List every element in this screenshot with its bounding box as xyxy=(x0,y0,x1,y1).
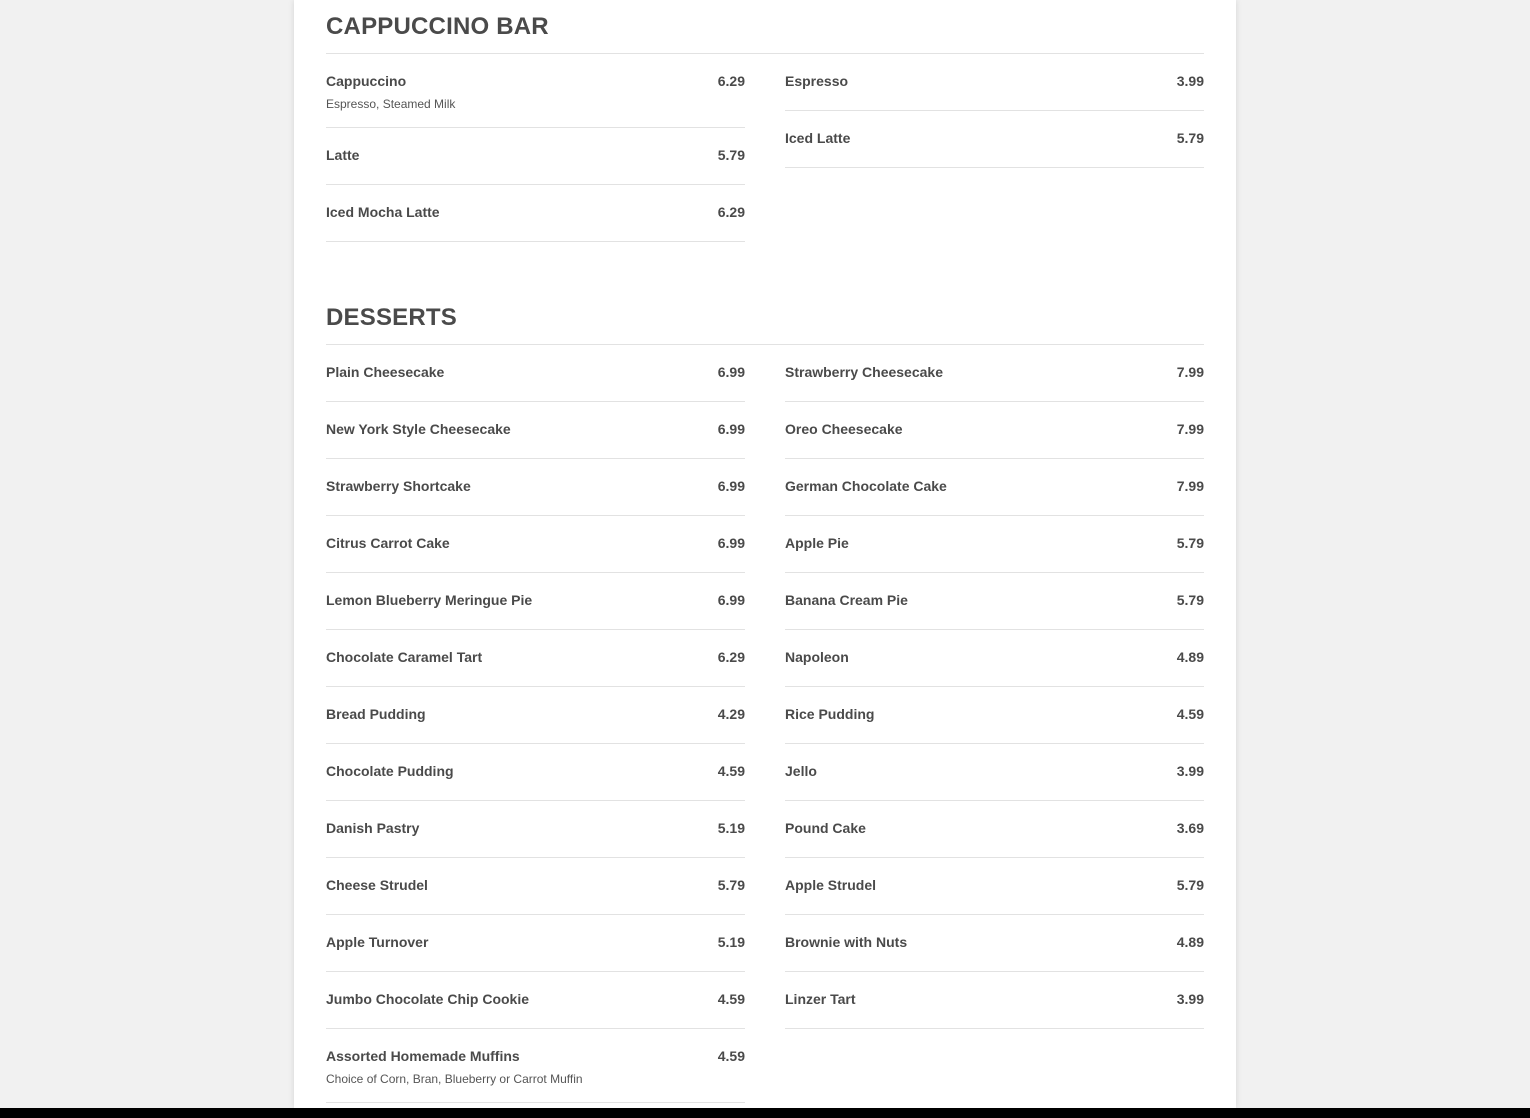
menu-item-row xyxy=(326,535,745,551)
menu-item-name: Danish Pastry xyxy=(326,820,420,836)
menu-item xyxy=(785,459,1204,516)
menu-item-row xyxy=(785,991,1204,1007)
menu-item-name: Oreo Cheesecake xyxy=(785,421,903,437)
menu-item-row xyxy=(785,364,1204,380)
menu-item-row xyxy=(326,820,745,836)
menu-item-description: Choice of Corn, Bran, Blueberry or Carrot Muffin xyxy=(326,1072,583,1086)
menu-column-left xyxy=(326,54,745,242)
menu-item-row xyxy=(326,478,745,494)
menu-item-row xyxy=(326,991,745,1007)
menu-item-price: 5.79 xyxy=(717,147,745,163)
section-cappuccino-bar xyxy=(326,0,1204,242)
menu-item xyxy=(326,630,745,687)
menu-item-name: Rice Pudding xyxy=(785,706,875,722)
menu-item-row xyxy=(326,73,745,89)
menu-item-row xyxy=(785,934,1204,950)
menu-grid xyxy=(326,345,1204,1103)
menu-column-right xyxy=(785,54,1204,242)
menu-item-price: 5.79 xyxy=(1176,592,1204,608)
menu-item-row xyxy=(326,364,745,380)
menu-item-name: Apple Strudel xyxy=(785,877,877,893)
menu-item-row xyxy=(326,706,745,722)
menu-item-name: Lemon Blueberry Meringue Pie xyxy=(326,592,533,608)
menu-item-name: Strawberry Shortcake xyxy=(326,478,471,494)
menu-item-row xyxy=(326,934,745,950)
menu-item xyxy=(785,858,1204,915)
menu-item xyxy=(785,687,1204,744)
menu-column-left xyxy=(326,345,745,1103)
menu-item-price: 7.99 xyxy=(1176,478,1204,494)
menu-item xyxy=(785,402,1204,459)
menu-item xyxy=(326,687,745,744)
menu-grid xyxy=(326,54,1204,242)
menu-item-name: Linzer Tart xyxy=(785,991,856,1007)
menu-item-name: Citrus Carrot Cake xyxy=(326,535,450,551)
menu-item-price: 3.99 xyxy=(1176,73,1204,89)
menu-item xyxy=(326,1029,745,1103)
menu-item-name: Bread Pudding xyxy=(326,706,426,722)
menu-item xyxy=(326,573,745,630)
menu-item-price: 6.99 xyxy=(717,535,745,551)
menu-item-row xyxy=(785,877,1204,893)
menu-item-row xyxy=(785,649,1204,665)
menu-page xyxy=(294,0,1236,1108)
menu-item-price: 7.99 xyxy=(1176,421,1204,437)
menu-item xyxy=(326,972,745,1029)
menu-item xyxy=(326,915,745,972)
menu-column-right xyxy=(785,345,1204,1103)
section-desserts xyxy=(326,291,1204,1103)
menu-item-description: Espresso, Steamed Milk xyxy=(326,97,456,111)
menu-item xyxy=(785,915,1204,972)
menu-item xyxy=(785,345,1204,402)
menu-item xyxy=(785,54,1204,111)
menu-item xyxy=(326,459,745,516)
menu-item-price: 5.79 xyxy=(1176,877,1204,893)
menu-item-name: Espresso xyxy=(785,73,849,89)
menu-item-price: 6.99 xyxy=(717,364,745,380)
menu-item-name: Latte xyxy=(326,147,360,163)
menu-item-row xyxy=(785,478,1204,494)
menu-item-row xyxy=(326,763,745,779)
menu-item-price: 5.79 xyxy=(1176,130,1204,146)
menu-item-name: Cheese Strudel xyxy=(326,877,428,893)
menu-item-name: Strawberry Cheesecake xyxy=(785,364,943,380)
menu-item xyxy=(326,185,745,242)
menu-item xyxy=(326,345,745,402)
menu-item-row xyxy=(326,649,745,665)
menu-item xyxy=(326,402,745,459)
menu-item-row xyxy=(785,130,1204,146)
menu-item-price: 6.29 xyxy=(717,204,745,220)
menu-item-price: 5.19 xyxy=(717,934,745,950)
menu-item-name: Chocolate Caramel Tart xyxy=(326,649,483,665)
menu-item xyxy=(785,111,1204,168)
menu-item-price: 6.99 xyxy=(717,592,745,608)
menu-item xyxy=(326,801,745,858)
menu-item xyxy=(785,630,1204,687)
menu-item-name: Iced Latte xyxy=(785,130,851,146)
menu-item-price: 4.29 xyxy=(717,706,745,722)
section-title: CAPPUCCINO BAR xyxy=(326,0,1204,54)
menu-item-price: 4.89 xyxy=(1176,934,1204,950)
menu-item xyxy=(326,744,745,801)
menu-item-name: Jumbo Chocolate Chip Cookie xyxy=(326,991,530,1007)
menu-item xyxy=(785,573,1204,630)
menu-item xyxy=(326,516,745,573)
menu-item-price: 3.99 xyxy=(1176,991,1204,1007)
menu-item-row xyxy=(785,763,1204,779)
menu-item-row xyxy=(326,592,745,608)
menu-item-price: 4.59 xyxy=(717,1048,745,1064)
menu-item-row xyxy=(785,535,1204,551)
menu-item-name: Cappuccino xyxy=(326,73,407,89)
menu-item-row xyxy=(326,421,745,437)
menu-item xyxy=(326,54,745,128)
menu-item-row xyxy=(785,421,1204,437)
menu-item-price: 4.59 xyxy=(717,991,745,1007)
menu-item-name: Iced Mocha Latte xyxy=(326,204,440,220)
menu-item-price: 4.59 xyxy=(1176,706,1204,722)
menu-item-row xyxy=(326,877,745,893)
menu-item-price: 4.89 xyxy=(1176,649,1204,665)
menu-item-price: 7.99 xyxy=(1176,364,1204,380)
menu-item-name: Jello xyxy=(785,763,817,779)
menu-item-price: 6.99 xyxy=(717,478,745,494)
menu-item-price: 6.29 xyxy=(717,649,745,665)
menu-item-price: 3.99 xyxy=(1176,763,1204,779)
menu-item xyxy=(326,128,745,185)
menu-item-name: German Chocolate Cake xyxy=(785,478,947,494)
menu-item-row xyxy=(326,204,745,220)
menu-item xyxy=(785,744,1204,801)
menu-item-name: Banana Cream Pie xyxy=(785,592,908,608)
menu-item-price: 5.79 xyxy=(1176,535,1204,551)
menu-item-name: Apple Turnover xyxy=(326,934,429,950)
menu-item-name: Chocolate Pudding xyxy=(326,763,454,779)
menu-item-name: Pound Cake xyxy=(785,820,866,836)
menu-item-row xyxy=(785,73,1204,89)
menu-item xyxy=(785,801,1204,858)
menu-item-name: Napoleon xyxy=(785,649,849,665)
menu-item-price: 4.59 xyxy=(717,763,745,779)
menu-item xyxy=(785,516,1204,573)
menu-item-price: 6.29 xyxy=(717,73,745,89)
menu-item-price: 5.19 xyxy=(717,820,745,836)
menu-item-row xyxy=(785,706,1204,722)
menu-item-name: Plain Cheesecake xyxy=(326,364,445,380)
menu-item xyxy=(326,858,745,915)
menu-item-name: Assorted Homemade Muffins xyxy=(326,1048,520,1064)
menu-item-price: 3.69 xyxy=(1176,820,1204,836)
menu-item-name: New York Style Cheesecake xyxy=(326,421,511,437)
menu-item xyxy=(785,972,1204,1029)
menu-item-row xyxy=(326,1048,745,1064)
bottom-bar xyxy=(0,1108,1530,1118)
menu-item-row xyxy=(326,147,745,163)
menu-item-row xyxy=(785,592,1204,608)
menu-item-name: Apple Pie xyxy=(785,535,849,551)
menu-item-row xyxy=(785,820,1204,836)
menu-item-name: Brownie with Nuts xyxy=(785,934,908,950)
menu-item-price: 5.79 xyxy=(717,877,745,893)
menu-item-price: 6.99 xyxy=(717,421,745,437)
section-title: DESSERTS xyxy=(326,291,1204,345)
